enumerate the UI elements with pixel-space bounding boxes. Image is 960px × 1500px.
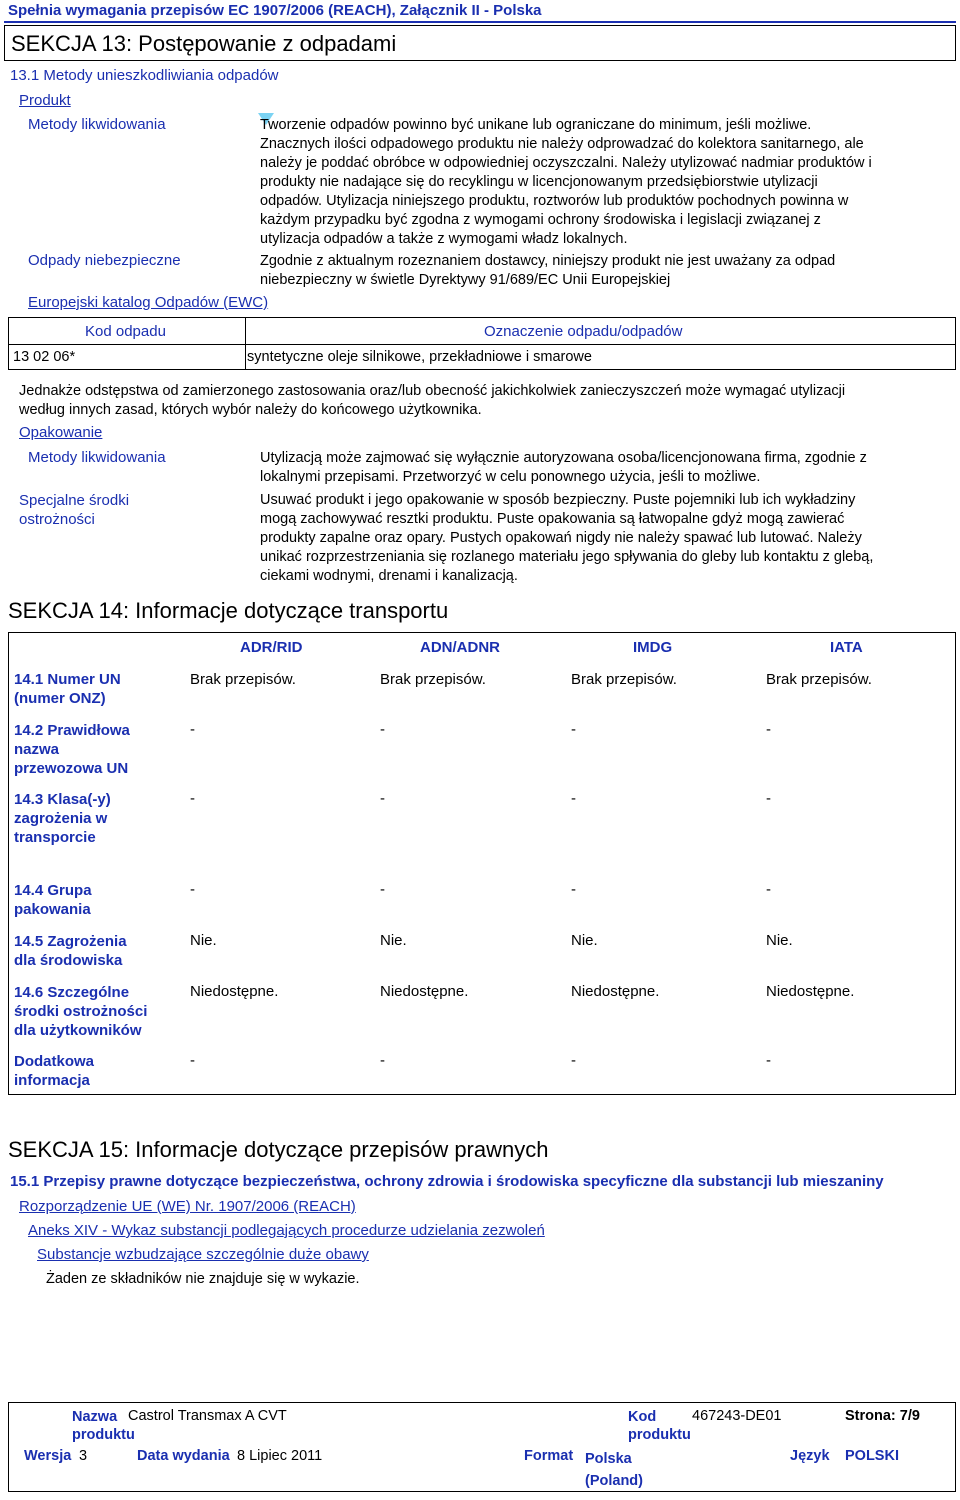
metody-likwidowania-text: Tworzenie odpadów powinno być unikane lub ograniczane do minimum, jeśli możliwe. Znacznych ilości odpadowego produktu nie należy odprowadzać do kolektora sanitarnego, ale należy je poddać obróbce w odpowiedniej oczyszczalni. Należy utylizować nadmiar produktów i produkty nie nadające się do recyklingu w licencjonowanym przedsiębiorstwie utylizacji odpadów. Utylizacja niniejszego produktu, roztworów lub produktów pochodnych powinna w każdym przypadku być zgodna z wymogami ochrony środowiska i legislacji związanej z utylizacja odpadów a także z wymogami władz lokalnych. bbox=[260, 117, 872, 247]
opakowanie-label: Opakowanie bbox=[19, 424, 103, 441]
issue-date-value: 8 Lipiec 2011 bbox=[237, 1448, 323, 1464]
waste-code-value: 13 02 06* bbox=[13, 349, 76, 365]
waste-code-header: Kod odpadu bbox=[85, 323, 166, 340]
name-adn-value: - bbox=[380, 721, 385, 738]
env-iata-value: Nie. bbox=[766, 932, 793, 949]
section-15-1-title: 15.1 Przepisy prawne dotyczące bezpieczeństwa, ochrony zdrowia i środowiska specyficzne dla substancji lub mieszaniny bbox=[10, 1173, 884, 1190]
reach-regulation-link: Rozporządzenie UE (WE) Nr. 1907/2006 (REACH) bbox=[19, 1198, 356, 1215]
language-label: Język bbox=[790, 1448, 830, 1464]
pack-iata-value: - bbox=[766, 881, 771, 898]
document-header: Spełnia wymagania przepisów EC 1907/2006 (REACH), Załącznik II - Polska bbox=[8, 2, 542, 19]
class-adr-value: - bbox=[190, 790, 195, 807]
row-label-packing-group: 14.4 Grupa pakowania bbox=[14, 882, 92, 918]
section-13-heading bbox=[4, 25, 956, 61]
svhc-none-text: Żaden ze składników nie znajduje się w wykazie. bbox=[46, 1271, 360, 1287]
transport-table bbox=[8, 632, 956, 1095]
format-label: Format bbox=[524, 1448, 574, 1464]
specjalne-srodki-label: Specjalne środki ostrożności bbox=[19, 492, 130, 528]
prec-adn-value: Niedostępne. bbox=[380, 983, 469, 1000]
row-label-shipping-name: 14.2 Prawidłowa nazwa przewozowa UN bbox=[14, 722, 130, 777]
section-15-title: SEKCJA 15: Informacje dotyczące przepisów prawnych bbox=[8, 1137, 549, 1162]
pack-imdg-value: - bbox=[571, 881, 576, 898]
col-adn-adnr: ADN/ADNR bbox=[420, 639, 500, 656]
waste-desc-value: syntetyczne oleje silnikowe, przekładniowe i smarowe bbox=[247, 349, 592, 365]
odpady-niebezpieczne-text: Zgodnie z aktualnym rozeznaniem dostawcy, niniejszy produkt nie jest uważany za odpad niebezpieczny w świetle Dyrektywy 91/689/EC Unii Europejskiej bbox=[260, 253, 836, 288]
name-adr-value: - bbox=[190, 721, 195, 738]
metody-likwidowania-label: Metody likwidowania bbox=[28, 116, 166, 133]
class-adn-value: - bbox=[380, 790, 385, 807]
row-label-un-number: 14.1 Numer UN (numer ONZ) bbox=[14, 671, 121, 707]
un-adn-value: Brak przepisów. bbox=[380, 671, 486, 688]
section-13-title: SEKCJA 13: Postępowanie z odpadami bbox=[11, 31, 397, 56]
specjalne-srodki-text: Usuwać produkt i jego opakowanie w sposób bezpieczny. Puste pojemniki lub ich wykładziny mogą zachowywać resztki produktu. Puste opakowania są łatwopalne gdyż mogą zawierać produkty zapalne oraz opary. Pustych opakowań nigdy nie należy spawać lub lutować. Należy unikać rozprzestrzeniania się rozlanego materiału jego spływania do gleby lub kontaktu z glebą, ciekami wodnymi, drenami i kanalizacją. bbox=[260, 492, 874, 584]
product-code-label: Kod produktu bbox=[628, 1409, 691, 1443]
waste-code-table bbox=[8, 317, 956, 370]
ewc-label: Europejski katalog Odpadów (EWC) bbox=[28, 294, 269, 311]
version-value: 3 bbox=[79, 1448, 88, 1464]
add-imdg-value: - bbox=[571, 1052, 576, 1069]
env-adr-value: Nie. bbox=[190, 932, 217, 949]
opak-metody-text: Utylizacją może zajmować się wyłącznie autoryzowana osoba/licencjonowana firma, zgodnie z lokalnymi przepisami. Przetworzyć w celu ponownego użycia, jeśli to możliwe. bbox=[260, 450, 867, 485]
name-iata-value: - bbox=[766, 721, 771, 738]
un-adr-value: Brak przepisów. bbox=[190, 671, 296, 688]
version-label: Wersja bbox=[24, 1448, 72, 1464]
product-name-label: Nazwa produktu bbox=[72, 1409, 135, 1443]
section-14-title: SEKCJA 14: Informacje dotyczące transportu bbox=[8, 598, 449, 623]
produkt-label: Produkt bbox=[19, 92, 71, 109]
env-adn-value: Nie. bbox=[380, 932, 407, 949]
class-imdg-value: - bbox=[571, 790, 576, 807]
col-adr-rid: ADR/RID bbox=[240, 639, 303, 656]
opak-metody-label: Metody likwidowania bbox=[28, 449, 166, 466]
header-divider bbox=[4, 21, 956, 23]
un-imdg-value: Brak przepisów. bbox=[571, 671, 677, 688]
class-iata-value: - bbox=[766, 790, 771, 807]
annex-xiv-link: Aneks XIV - Wykaz substancji podlegających procedurze udzielania zezwoleń bbox=[28, 1222, 545, 1239]
page-number: Strona: 7/9 bbox=[845, 1408, 920, 1424]
row-label-hazard-class: 14.3 Klasa(-y) zagrożenia w transporcie bbox=[14, 791, 111, 846]
waste-desc-header: Oznaczenie odpadu/odpadów bbox=[484, 323, 683, 340]
odpady-niebezpieczne-label: Odpady niebezpieczne bbox=[28, 252, 181, 269]
add-adn-value: - bbox=[380, 1052, 385, 1069]
section-13-1-title: 13.1 Metody unieszkodliwiania odpadów bbox=[10, 67, 279, 84]
pack-adn-value: - bbox=[380, 881, 385, 898]
format-value: Polska (Poland) bbox=[585, 1451, 643, 1489]
svhc-link: Substancje wzbudzające szczególnie duże obawy bbox=[37, 1246, 369, 1263]
language-value: POLSKI bbox=[845, 1448, 899, 1464]
product-name-value: Castrol Transmax A CVT bbox=[128, 1408, 287, 1424]
product-code-value: 467243-DE01 bbox=[692, 1408, 782, 1424]
row-label-additional-info: Dodatkowa informacja bbox=[14, 1053, 95, 1089]
add-iata-value: - bbox=[766, 1052, 771, 1069]
env-imdg-value: Nie. bbox=[571, 932, 598, 949]
prec-imdg-value: Niedostępne. bbox=[571, 983, 660, 1000]
prec-iata-value: Niedostępne. bbox=[766, 983, 855, 1000]
pack-adr-value: - bbox=[190, 881, 195, 898]
col-iata: IATA bbox=[830, 639, 863, 656]
un-iata-value: Brak przepisów. bbox=[766, 671, 872, 688]
name-imdg-value: - bbox=[571, 721, 576, 738]
add-adr-value: - bbox=[190, 1052, 195, 1069]
row-label-special-precautions: 14.6 Szczególne środki ostrożności dla użytkowników bbox=[14, 984, 148, 1039]
issue-date-label: Data wydania bbox=[137, 1448, 230, 1464]
jednakze-text: Jednakże odstępstwa od zamierzonego zastosowania oraz/lub obecność jakichkolwiek zanieczyszczeń może wymagać utylizacji według innych zasad, których wybór należy do końcowego użytkownika. bbox=[19, 383, 846, 418]
prec-adr-value: Niedostępne. bbox=[190, 983, 279, 1000]
row-label-environment: 14.5 Zagrożenia dla środowiska bbox=[14, 933, 127, 969]
col-imdg: IMDG bbox=[633, 639, 673, 656]
